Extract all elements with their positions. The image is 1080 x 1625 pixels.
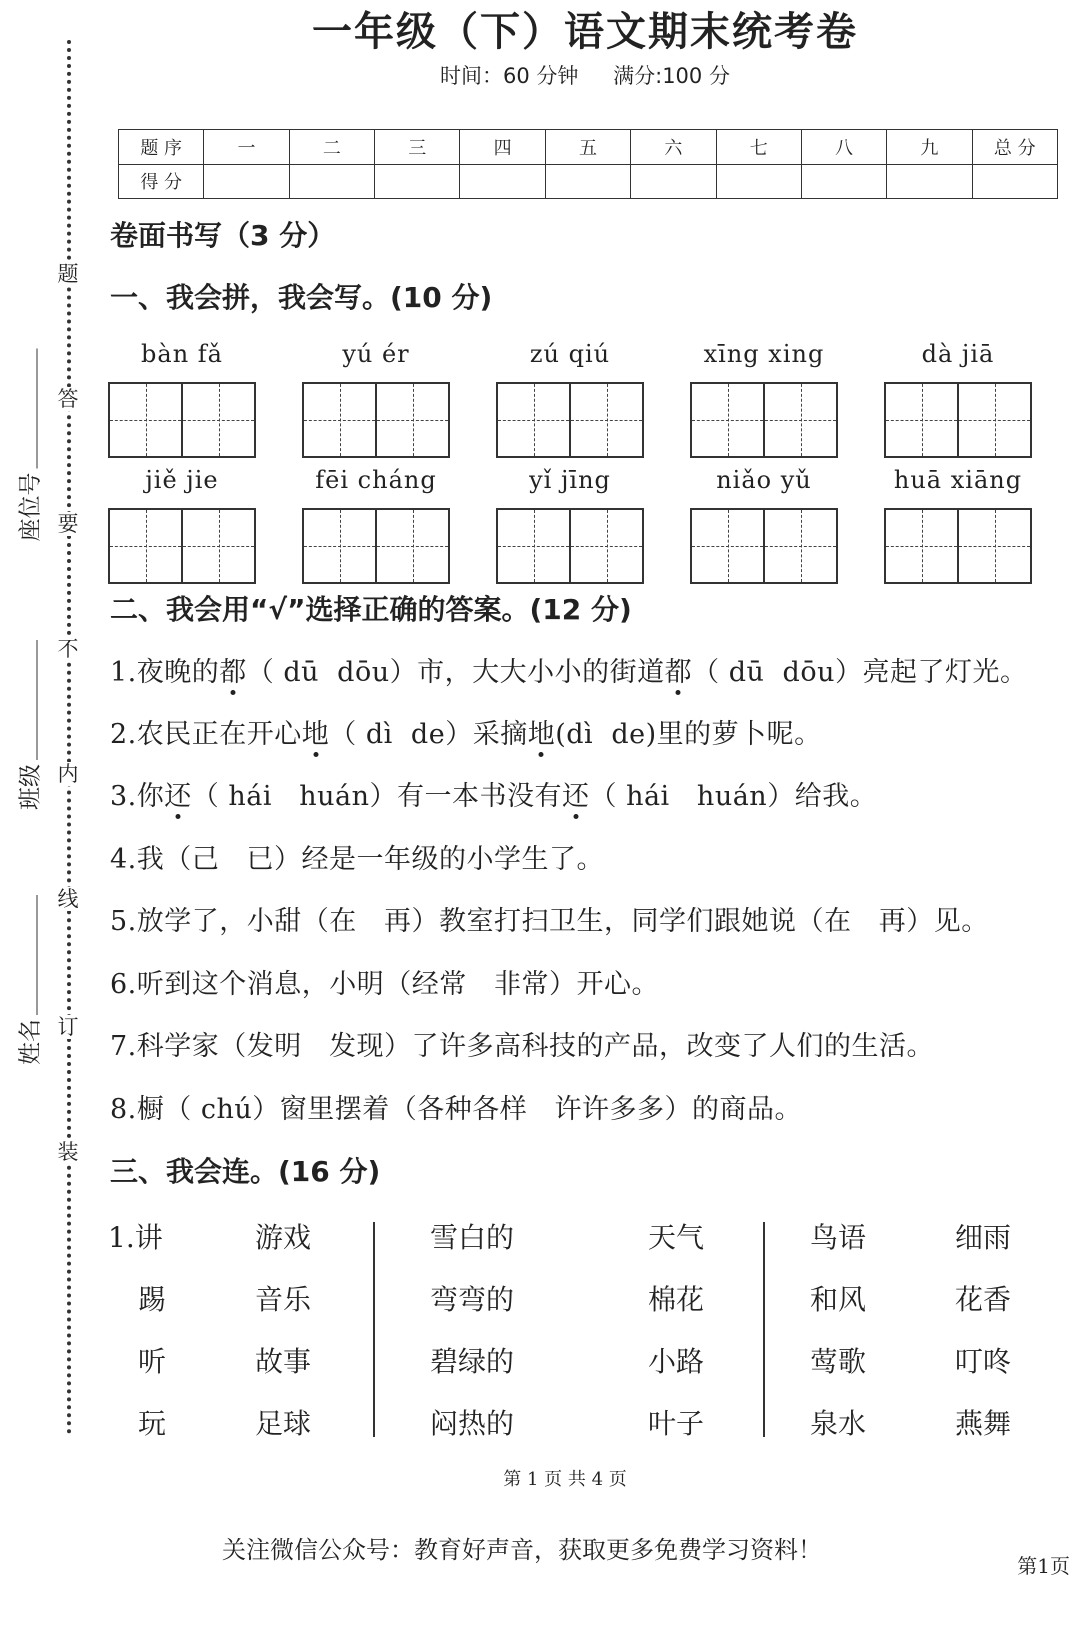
score-cell[interactable] bbox=[801, 164, 886, 199]
match-word[interactable]: 叶子 bbox=[648, 1407, 705, 1440]
match-column-pair-b bbox=[955, 1218, 1011, 1466]
name-field[interactable] bbox=[8, 880, 48, 1080]
score-table-header: 总 分 bbox=[972, 130, 1057, 165]
choice-question-6[interactable]: 6.听到这个消息，小明（经常 非常）开心。 bbox=[110, 969, 660, 1000]
match-word[interactable]: 闷热的 bbox=[430, 1407, 515, 1440]
pinyin-item bbox=[496, 466, 644, 584]
pinyin-text: fēi cháng bbox=[315, 466, 437, 494]
choice-question-2[interactable]: 2.农民正在开心地（ dì de）采摘地(dì de)里的萝卜呢。 bbox=[110, 712, 822, 751]
pinyin-text: zú qiú bbox=[529, 340, 611, 368]
dotted-character: 还 bbox=[562, 774, 590, 813]
score-table-header: 五 bbox=[545, 130, 630, 165]
pinyin-item bbox=[108, 340, 256, 458]
score-table-header: 六 bbox=[631, 130, 716, 165]
exam-time: 时间：60 分钟 bbox=[440, 64, 579, 88]
score-table-score-row bbox=[119, 164, 1058, 199]
match-word[interactable]: 足球 bbox=[255, 1407, 312, 1440]
writing-grid[interactable] bbox=[302, 508, 450, 584]
choice-question-8[interactable]: 8.橱（ chú）窗里摆着（各种各样 许许多多）的商品。 bbox=[110, 1094, 802, 1125]
score-table-header: 题 序 bbox=[119, 130, 204, 165]
binding-char: 不 bbox=[57, 637, 79, 661]
writing-grid[interactable] bbox=[496, 382, 644, 458]
pinyin-text: jiě jie bbox=[145, 466, 219, 494]
pinyin-text: yú ér bbox=[342, 340, 410, 368]
score-table-header: 二 bbox=[289, 130, 374, 165]
score-cell[interactable] bbox=[887, 164, 972, 199]
score-table-header-row bbox=[119, 130, 1058, 165]
corner-page-label: 第1页 bbox=[1017, 1554, 1070, 1578]
binding-char: 线 bbox=[57, 887, 79, 911]
score-cell[interactable] bbox=[460, 164, 545, 199]
name-label: 姓名 bbox=[17, 1019, 44, 1065]
binding-char: 答 bbox=[57, 387, 79, 411]
exam-meta bbox=[0, 60, 1080, 90]
score-table-header: 九 bbox=[887, 130, 972, 165]
match-word[interactable]: 花香 bbox=[955, 1283, 1012, 1316]
class-label: 班级 bbox=[17, 764, 44, 810]
match-word[interactable]: 天气 bbox=[648, 1221, 705, 1254]
score-cell[interactable] bbox=[545, 164, 630, 199]
page-number: 第 1 页 共 4 页 bbox=[503, 1469, 627, 1490]
writing-grid[interactable] bbox=[884, 508, 1032, 584]
score-table-header: 一 bbox=[204, 130, 289, 165]
match-word[interactable]: 燕舞 bbox=[955, 1407, 1012, 1440]
match-word[interactable]: 细雨 bbox=[955, 1221, 1012, 1254]
match-word[interactable]: 叮咚 bbox=[955, 1345, 1012, 1378]
dotted-character: 都 bbox=[219, 650, 247, 689]
score-table bbox=[118, 129, 1058, 199]
pinyin-item bbox=[884, 466, 1032, 584]
promo-text: 关注微信公众号：教育好声音，获取更多免费学习资料！ bbox=[222, 1536, 822, 1564]
score-row-label: 得 分 bbox=[119, 164, 204, 199]
score-cell[interactable] bbox=[716, 164, 801, 199]
choice-question-7[interactable]: 7.科学家（发明 发现）了许多高科技的产品，改变了人们的生活。 bbox=[110, 1031, 935, 1062]
writing-grid[interactable] bbox=[884, 382, 1032, 458]
column-divider bbox=[763, 1222, 765, 1437]
match-column-objects bbox=[255, 1218, 311, 1466]
writing-grid[interactable] bbox=[496, 508, 644, 584]
binding-char: 内 bbox=[57, 762, 79, 786]
pinyin-item bbox=[302, 340, 450, 458]
pinyin-item bbox=[690, 466, 838, 584]
column-divider bbox=[373, 1222, 375, 1437]
binding-char: 要 bbox=[57, 512, 79, 536]
choice-question-5[interactable]: 5.放学了，小甜（在 再）教室打扫卫生，同学们跟她说（在 再）见。 bbox=[110, 906, 989, 937]
pinyin-item bbox=[496, 340, 644, 458]
match-word[interactable]: 故事 bbox=[255, 1345, 312, 1378]
pinyin-text: xīng xing bbox=[703, 340, 825, 368]
pinyin-text: yǐ jīng bbox=[529, 466, 611, 494]
class-field[interactable] bbox=[8, 625, 48, 825]
match-word[interactable]: 1.讲 bbox=[108, 1221, 163, 1254]
score-cell[interactable] bbox=[631, 164, 716, 199]
match-word[interactable]: 碧绿的 bbox=[430, 1345, 515, 1378]
pinyin-text: dà jiā bbox=[921, 340, 995, 368]
section-handwriting-title: 卷面书写（3 分） bbox=[110, 219, 336, 252]
binding-char: 装 bbox=[57, 1140, 79, 1164]
writing-grid[interactable] bbox=[108, 508, 256, 584]
binding-char: 订 bbox=[57, 1015, 79, 1039]
section2-title: 二、我会用“√”选择正确的答案。(12 分) bbox=[110, 593, 632, 626]
section3-title: 三、我会连。(16 分) bbox=[110, 1155, 381, 1188]
binding-char: 题 bbox=[57, 262, 79, 286]
match-word[interactable]: 听 bbox=[138, 1345, 167, 1378]
pinyin-item bbox=[108, 466, 256, 584]
writing-grid[interactable] bbox=[108, 382, 256, 458]
match-word[interactable]: 泉水 bbox=[810, 1407, 867, 1440]
writing-grid[interactable] bbox=[302, 382, 450, 458]
choice-question-3[interactable]: 3.你还（ hái huán）有一本书没有还（ hái huán）给我。 bbox=[110, 774, 877, 813]
score-cell[interactable] bbox=[972, 164, 1057, 199]
exam-title: 一年级（下）语文期末统考卷 bbox=[312, 9, 858, 55]
score-table-header: 七 bbox=[716, 130, 801, 165]
match-word[interactable]: 雪白的 bbox=[430, 1221, 515, 1254]
writing-grid[interactable] bbox=[690, 382, 838, 458]
writing-grid[interactable] bbox=[690, 508, 838, 584]
pinyin-item bbox=[302, 466, 450, 584]
match-word[interactable]: 小路 bbox=[648, 1345, 705, 1378]
score-table-header: 三 bbox=[375, 130, 460, 165]
score-table-header: 四 bbox=[460, 130, 545, 165]
binding-dotted-line bbox=[67, 40, 71, 1435]
dotted-character: 地 bbox=[528, 712, 556, 751]
match-word[interactable]: 游戏 bbox=[255, 1221, 312, 1254]
dotted-character: 都 bbox=[665, 650, 693, 689]
exam-full-score: 满分:100 分 bbox=[613, 64, 730, 88]
match-word[interactable]: 棉花 bbox=[648, 1283, 705, 1316]
score-cell[interactable] bbox=[289, 164, 374, 199]
match-word[interactable]: 和风 bbox=[810, 1283, 867, 1316]
seat-number-label: 座位号 bbox=[17, 472, 44, 542]
section1-title: 一、我会拼，我会写。(10 分) bbox=[110, 281, 493, 314]
match-column-pair-a bbox=[810, 1218, 866, 1466]
pinyin-text: niǎo yǔ bbox=[716, 466, 812, 494]
match-word[interactable]: 玩 bbox=[138, 1407, 167, 1440]
choice-question-4[interactable]: 4.我（己 已）经是一年级的小学生了。 bbox=[110, 844, 605, 875]
match-word[interactable]: 莺歌 bbox=[810, 1345, 867, 1378]
score-cell[interactable] bbox=[204, 164, 289, 199]
dotted-character: 地 bbox=[302, 712, 330, 751]
match-column-adjectives bbox=[430, 1218, 514, 1466]
seat-number-field[interactable] bbox=[8, 345, 48, 545]
match-column-verbs bbox=[108, 1218, 166, 1466]
score-table-header: 八 bbox=[801, 130, 886, 165]
pinyin-item bbox=[884, 340, 1032, 458]
match-word[interactable]: 鸟语 bbox=[810, 1221, 867, 1254]
pinyin-text: bàn fǎ bbox=[141, 340, 223, 368]
dotted-character: 还 bbox=[164, 774, 192, 813]
choice-question-1[interactable]: 1.夜晚的都（ dū dōu）市，大大小小的街道都（ dū dōu）亮起了灯光。 bbox=[110, 650, 1027, 689]
match-word[interactable]: 踢 bbox=[138, 1283, 167, 1316]
match-column-nouns bbox=[648, 1218, 704, 1466]
pinyin-text: huā xiāng bbox=[893, 466, 1023, 494]
match-word[interactable]: 音乐 bbox=[255, 1283, 312, 1316]
score-cell[interactable] bbox=[375, 164, 460, 199]
pinyin-item bbox=[690, 340, 838, 458]
match-word[interactable]: 弯弯的 bbox=[430, 1283, 515, 1316]
